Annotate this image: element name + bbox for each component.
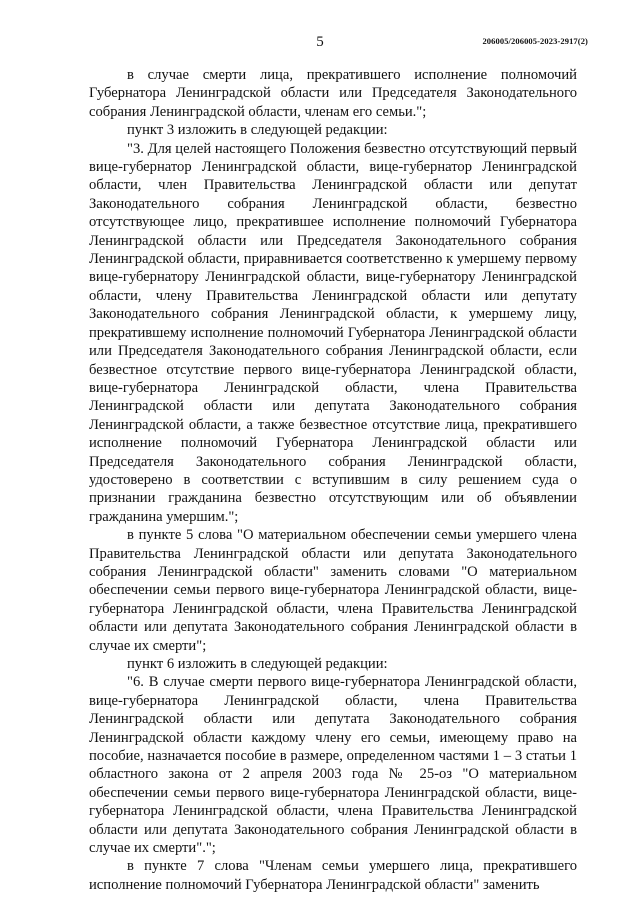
- page-number: 5: [316, 34, 324, 50]
- paragraph: в пункте 7 слова "Членам семьи умершего лица, прекратившего исполнение полномочий Губернатора Ленинградской области" заменить: [89, 858, 577, 893]
- paragraph: в случае смерти лица, прекратившего исполнение полномочий Губернатора Ленинградской области или Председателя Законодательного собрания Ленинградской области, членам его семьи.";: [89, 67, 577, 120]
- document-id: 206005/206005-2023-2917(2): [482, 36, 588, 46]
- paragraph: "6. В случае смерти первого вице-губернатора Ленинградской области, вице-губернатора Ленинградской области, члена Правительства Ленинградской области или депутата Законодательного собрания Ленинградской области каждому члену его семьи, имеющему право на пособие, назначается пособие в размере, определенном частями 1 – 3 статьи 1 областного закона от 2 апреля 2003 года № 25-оз "О материальном обеспечении семьи первого вице-губернатора Ленинградской области, вице-губернатора Ленинградской области, члена Правительства Ленинградской области или депутата Законодательного собрания Ленинградской области в случае их смерти".";: [89, 674, 577, 857]
- document-body: [89, 66, 577, 894]
- paragraph: в пункте 5 слова "О материальном обеспечении семьи умершего члена Правительства Ленинградской области или депутата Законодательного собрания Ленинградской области" заменить словами "О материальном обеспечении семьи первого вице-губернатора Ленинградской области, вице-губернатора Ленинградской области, члена Правительства Ленинградской области или депутата Законодательного собрания Ленинградской области в случае их смерти";: [89, 527, 577, 654]
- paragraph: пункт 3 изложить в следующей редакции:: [127, 122, 388, 139]
- paragraph: "3. Для целей настоящего Положения безвестно отсутствующий первый вице-губернатор Ленинградской области, вице-губернатор Ленинградской области, член Правительства Ленинградской области или депутат Законодательного собрания Ленинградской области, безвестно отсутствующее лицо, прекратившее исполнение полномочий Губернатора Ленинградской области или Председателя Законодательного собрания Ленинградской области, приравнивается соответственно к умершему первому вице-губернатору Ленинградской области, вице-губернатору Ленинградской области, члену Правительства Ленинградской области или депутату Законодательного собрания Ленинградской области, к умершему лицу, прекратившему исполнение полномочий Губернатора Ленинградской области или Председателя Законодательного собрания Ленинградской области, если безвестное отсутствие первого вице-губернатора Ленинградской области, вице-губернатора Ленинградской области, члена Правительства Ленинградской области или депутата Законодательного собрания Ленинградской области, а также безвестное отсутствие лица, прекратившего исполнение полномочий Губернатора Ленинградской области или Председателя Законодательного собрания Ленинградской области, удостоверено в соответствии с вступившим в силу решением суда о признании гражданина безвестно отсутствующим или об объявлении гражданина умершим.";: [89, 140, 577, 525]
- paragraph: пункт 6 изложить в следующей редакции:: [127, 656, 388, 672]
